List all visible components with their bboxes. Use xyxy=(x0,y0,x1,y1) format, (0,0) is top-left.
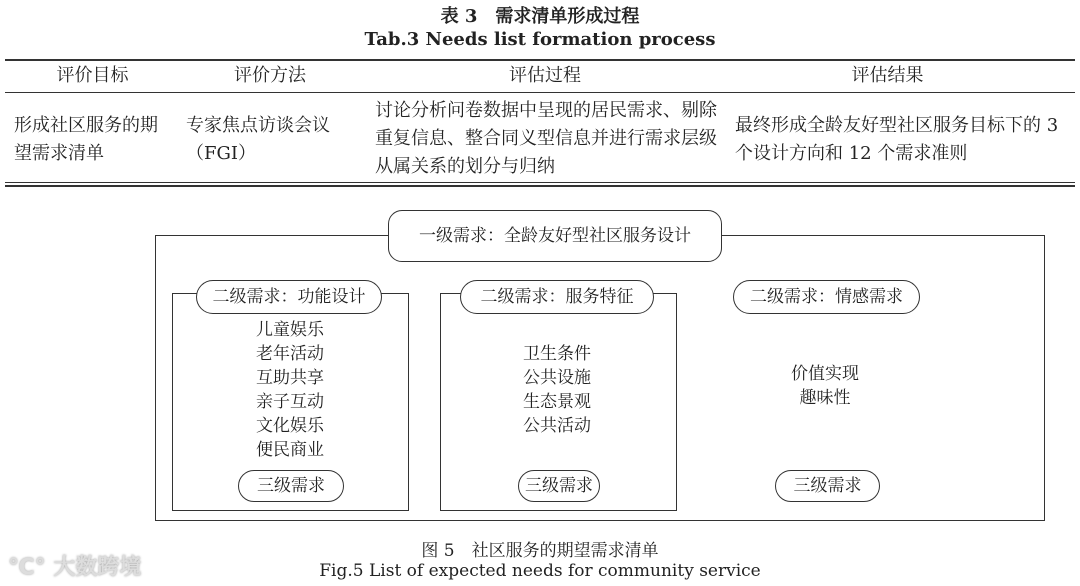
item: 文化娱乐 xyxy=(256,416,324,436)
table-bottom-rule-2 xyxy=(5,185,1075,187)
group-footer-function: 三级需求 xyxy=(238,470,344,502)
table-header-rule xyxy=(5,92,1075,93)
header-process: 评估过程 xyxy=(509,65,581,86)
cell-goal: 形成社区服务的期望需求清单 xyxy=(14,115,158,164)
table-title-en: Tab.3 Needs list formation process xyxy=(364,29,716,50)
group-items-emotion xyxy=(725,362,925,410)
item: 儿童娱乐 xyxy=(256,320,324,340)
watermark: ℃° 大数跨境 xyxy=(8,555,142,580)
item: 老年活动 xyxy=(256,344,324,364)
group-footer-emotion: 三级需求 xyxy=(775,470,880,502)
header-goal: 评价目标 xyxy=(56,65,129,86)
watermark-logo-icon: ℃° xyxy=(8,555,54,580)
group-title-service: 二级需求：服务特征 xyxy=(460,280,654,314)
group-title-function: 二级需求：功能设计 xyxy=(196,280,382,314)
item: 生态景观 xyxy=(523,392,591,412)
item: 互助共享 xyxy=(256,368,324,388)
cell-method: 专家焦点访谈会议（FGI） xyxy=(186,115,330,164)
item: 公共活动 xyxy=(523,416,591,436)
group-footer-service: 三级需求 xyxy=(518,470,600,502)
table-top-rule xyxy=(5,59,1075,61)
header-result: 评估结果 xyxy=(851,65,924,86)
item: 趣味性 xyxy=(799,388,851,408)
cell-process: 讨论分析问卷数据中呈现的居民需求、剔除重复信息、整合同义型信息并进行需求层级从属关系的划分与归纳 xyxy=(375,100,717,177)
item: 公共设施 xyxy=(523,368,591,388)
table-title-cn: 表 3 需求清单形成过程 xyxy=(440,6,640,27)
cell-result: 最终形成全龄友好型社区服务目标下的 3 个设计方向和 12 个需求准则 xyxy=(735,115,1059,164)
item: 卫生条件 xyxy=(523,344,591,364)
figure-caption-en: Fig.5 List of expected needs for community service xyxy=(319,561,761,581)
group-items-function xyxy=(190,318,390,462)
level1-node: 一级需求：全龄友好型社区服务设计 xyxy=(388,210,722,262)
table-bottom-rule xyxy=(5,182,1075,183)
header-method: 评价方法 xyxy=(234,65,306,86)
group-title-emotion: 二级需求：情感需求 xyxy=(733,280,920,314)
figure-caption-cn: 图 5 社区服务的期望需求清单 xyxy=(421,541,659,561)
item: 价值实现 xyxy=(791,364,859,384)
item: 便民商业 xyxy=(256,440,324,460)
item: 亲子互动 xyxy=(256,392,324,412)
group-items-service xyxy=(457,342,657,438)
